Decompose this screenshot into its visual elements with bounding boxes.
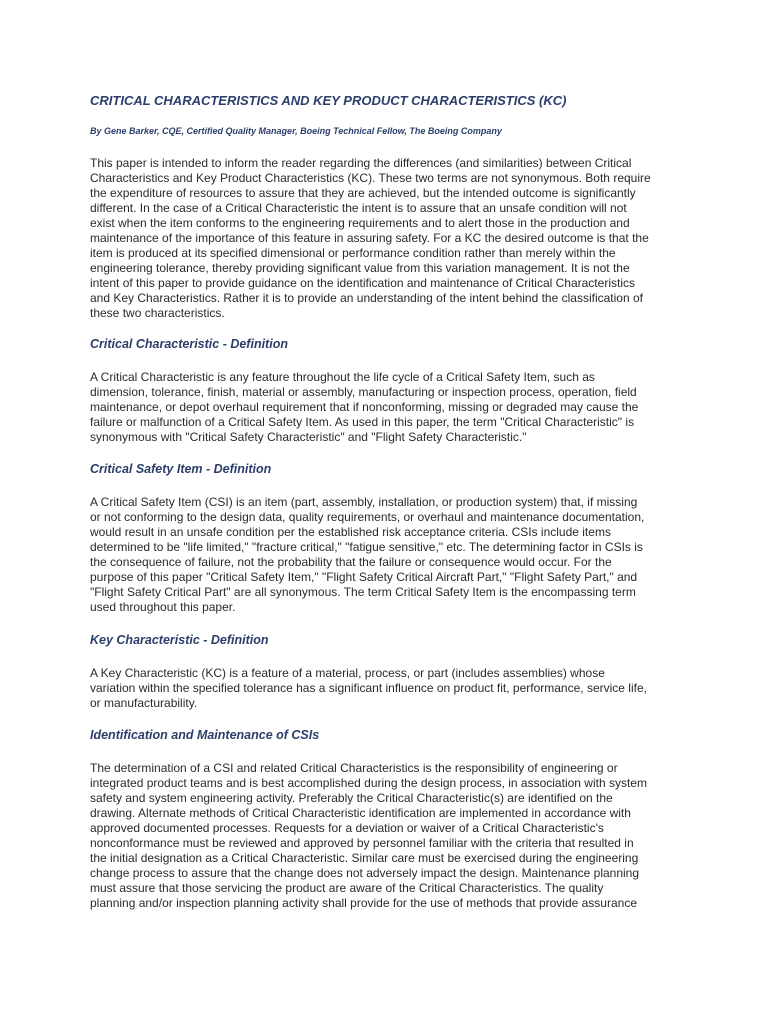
text-line: safety and system engineering activity. Preferably the Critical Characteristic(s) are identified on the [90, 791, 613, 805]
text-line: dimension, tolerance, finish, material or assembly, manufacturing or inspection process, operation, field [90, 385, 637, 399]
critical-characteristic-paragraph [90, 370, 682, 445]
text-line: planning and/or inspection planning activity shall provide for the use of methods that provide assurance [90, 896, 638, 910]
text-line: exist when the item conforms to the engineering requirements and to alert those in the production and [90, 216, 630, 230]
text-line: or manufacturability. [90, 696, 198, 710]
identification-maintenance-paragraph [90, 761, 682, 911]
intro-paragraph [90, 156, 682, 321]
text-line: and Key Characteristics. Rather it is to provide an understanding of the intent behind the classification of [90, 291, 643, 305]
text-line: must assure that those servicing the product are aware of the Critical Characteristics. The quality [90, 881, 604, 895]
text-line: intent of this paper to provide guidance on the identification and maintenance of Critical Characteristics [90, 276, 635, 290]
text-line: different. In the case of a Critical Characteristic the intent is to assure that an unsafe condition will not [90, 201, 627, 215]
text-line: approved documented processes. Requests for a deviation or waiver of a Critical Characteristic's [90, 821, 604, 835]
text-line: determined to be "life limited," "fracture critical," "fatigue sensitive," etc. The determining factor in CSIs is [90, 540, 643, 554]
text-line: engineering tolerance, thereby providing significant value from this variation management. It is not the [90, 261, 630, 275]
section-heading-key-characteristic: Key Characteristic - Definition [90, 633, 269, 647]
text-line: item is produced at its specified dimensional or performance condition rather than merely within the [90, 246, 616, 260]
text-line: failure or malfunction of a Critical Safety Item. As used in this paper, the term "Critical Characteristic" is [90, 415, 635, 429]
section-heading-identification-maintenance: Identification and Maintenance of CSIs [90, 728, 320, 742]
text-line: maintenance, or depot overhaul requirement that if nonconforming, missing or degraded may cause the [90, 400, 639, 414]
text-line: Characteristics and Key Product Characteristics (KC). These two terms are not synonymous. Both require [90, 171, 651, 185]
author-byline: By Gene Barker, CQE, Certified Quality Manager, Boeing Technical Fellow, The Boeing Company [90, 126, 502, 136]
text-line: drawing. Alternate methods of Critical Characteristic identification are implemented in accordance with [90, 806, 631, 820]
section-heading-critical-safety-item: Critical Safety Item - Definition [90, 462, 272, 476]
text-line: change process to assure that the change does not adversely impact the design. Maintenance planning [90, 866, 640, 880]
text-line: or not conforming to the design data, quality requirements, or overhaul and maintenance documentation, [90, 510, 645, 524]
text-line: used throughout this paper. [90, 600, 236, 614]
text-line: The determination of a CSI and related Critical Characteristics is the responsibility of engineering or [90, 761, 618, 775]
text-line: maintenance of the importance of this feature in assuring safety. For a KC the desired outcome is that the [90, 231, 649, 245]
text-line: synonymous with "Critical Safety Characteristic" and "Flight Safety Characteristic." [90, 430, 527, 444]
text-line: the initial designation as a Critical Characteristic. Similar care must be exercised during the engineering [90, 851, 639, 865]
text-line: nonconformance must be reviewed and approved by personnel familiar with the criteria that resulted in [90, 836, 634, 850]
text-line: variation within the specified tolerance has a significant influence on product fit, performance, service life, [90, 681, 647, 695]
critical-safety-item-paragraph [90, 495, 682, 615]
text-line: A Critical Safety Item (CSI) is an item (part, assembly, installation, or production system) that, if missing [90, 495, 638, 509]
text-line: This paper is intended to inform the reader regarding the differences (and similarities) between Critical [90, 156, 632, 170]
text-line: integrated product teams and is best accomplished during the design process, in association with system [90, 776, 647, 790]
text-line: A Key Characteristic (KC) is a feature of a material, process, or part (includes assemblies) whose [90, 666, 605, 680]
section-heading-critical-characteristic: Critical Characteristic - Definition [90, 337, 288, 351]
key-characteristic-paragraph [90, 666, 682, 711]
text-line: would result in an unsafe condition per the established risk acceptance criteria. CSIs include items [90, 525, 611, 539]
text-line: these two characteristics. [90, 306, 225, 320]
text-line: the consequence of failure, not the probability that the failure or consequence would occur. For the [90, 555, 612, 569]
document-title: CRITICAL CHARACTERISTICS AND KEY PRODUCT CHARACTERISTICS (KC) [90, 93, 567, 108]
text-line: "Flight Safety Critical Part" are all synonymous. The term Critical Safety Item is the encompassing term [90, 585, 636, 599]
text-line: purpose of this paper "Critical Safety Item," "Flight Safety Critical Aircraft Part," "Flight Safety Part," and [90, 570, 638, 584]
text-line: A Critical Characteristic is any feature throughout the life cycle of a Critical Safety Item, such as [90, 370, 595, 384]
text-line: the expenditure of resources to assure that they are achieved, but the intended outcome is significantly [90, 186, 636, 200]
